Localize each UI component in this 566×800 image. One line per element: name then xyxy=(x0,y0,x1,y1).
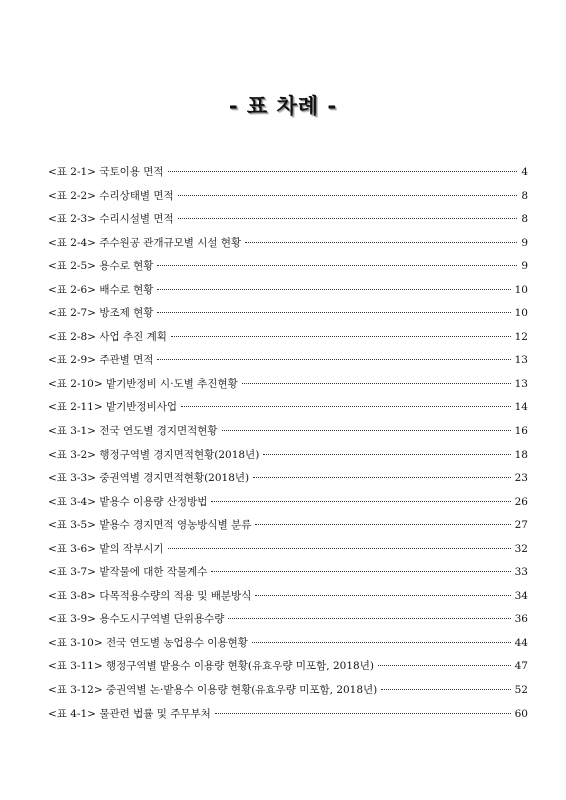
toc-entry[interactable] xyxy=(48,635,528,659)
toc-dot-leader xyxy=(263,454,510,455)
toc-entry[interactable] xyxy=(48,541,528,565)
toc-entry[interactable] xyxy=(48,611,528,635)
toc-dot-leader xyxy=(157,289,510,290)
toc-entry-page-number: 33 xyxy=(514,566,528,579)
toc-dot-leader xyxy=(157,265,517,266)
toc-entry[interactable] xyxy=(48,517,528,541)
toc-entry-page-number: 32 xyxy=(514,542,528,555)
toc-entry-label: <표 2-3> 수리시설별 면적 xyxy=(48,213,174,226)
toc-entry-page-number: 34 xyxy=(514,589,528,602)
toc-entry-label: <표 3-5> 밭용수 경지면적 영농방식별 분류 xyxy=(48,519,252,532)
toc-entry-page-number: 36 xyxy=(514,613,528,626)
toc-dot-leader xyxy=(242,383,511,384)
toc-dot-leader xyxy=(178,195,518,196)
toc-entry-label: <표 2-6> 배수로 현황 xyxy=(48,283,154,296)
toc-dot-leader xyxy=(255,595,510,596)
page-title: - 표 차례 - xyxy=(228,94,338,118)
toc-entry-page-number: 8 xyxy=(521,189,528,202)
toc-entry-label: <표 2-4> 주수원공 관개규모별 시설 현황 xyxy=(48,236,242,249)
table-of-tables-list xyxy=(48,164,528,729)
toc-dot-leader xyxy=(157,312,510,313)
toc-entry[interactable] xyxy=(48,494,528,518)
toc-dot-leader xyxy=(211,501,510,502)
toc-dot-leader xyxy=(381,689,510,690)
toc-entry-page-number: 13 xyxy=(514,354,528,367)
toc-entry[interactable] xyxy=(48,376,528,400)
toc-entry-label: <표 2-2> 수리상태별 면적 xyxy=(48,189,174,202)
toc-entry[interactable] xyxy=(48,447,528,471)
toc-entry-label: <표 3-3> 중권역별 경지면적현황(2018년) xyxy=(48,472,250,485)
toc-entry-label: <표 3-9> 용수도시구역별 단위용수량 xyxy=(48,613,225,626)
toc-entry[interactable] xyxy=(48,470,528,494)
toc-entry-label: <표 3-4> 밭용수 이용량 산정방법 xyxy=(48,495,208,508)
toc-entry-label: <표 2-10> 밭기반정비 시·도별 추진현황 xyxy=(48,377,238,390)
toc-entry[interactable] xyxy=(48,423,528,447)
toc-dot-leader xyxy=(378,665,511,666)
toc-entry[interactable] xyxy=(48,588,528,612)
toc-dot-leader xyxy=(222,430,511,431)
toc-entry-label: <표 4-1> 물관련 법률 및 주무부처 xyxy=(48,707,211,720)
toc-entry-label: <표 2-1> 국토이용 면적 xyxy=(48,166,164,178)
toc-entry-page-number: 27 xyxy=(514,519,528,532)
toc-entry-label: <표 3-2> 행정구역별 경지면적현황(2018년) xyxy=(48,448,260,461)
toc-dot-leader xyxy=(168,548,511,549)
toc-entry[interactable] xyxy=(48,188,528,212)
toc-entry-page-number: 26 xyxy=(514,495,528,508)
toc-entry-label: <표 2-8> 사업 추진 계획 xyxy=(48,330,167,343)
toc-dot-leader xyxy=(168,171,518,172)
toc-dot-leader xyxy=(245,242,517,243)
toc-entry-page-number: 60 xyxy=(514,707,528,720)
toc-entry[interactable] xyxy=(48,235,528,259)
toc-entry-label: <표 3-12> 중권역별 논·밭용수 이용량 현황(유효우량 미포함, 2018년) xyxy=(48,684,378,697)
toc-entry[interactable] xyxy=(48,282,528,306)
toc-entry-label: <표 3-8> 다목적용수량의 적용 및 배분방식 xyxy=(48,589,252,602)
toc-entry-label: <표 3-11> 행정구역별 밭용수 이용량 현황(유효우량 미포함, 2018년) xyxy=(48,660,374,673)
toc-entry-label: <표 2-11> 밭기반정비사업 xyxy=(48,401,178,414)
toc-entry[interactable] xyxy=(48,164,528,188)
toc-entry-page-number: 47 xyxy=(514,660,528,673)
toc-entry-page-number: 23 xyxy=(514,472,528,485)
toc-dot-leader xyxy=(171,336,511,337)
toc-dot-leader xyxy=(157,359,510,360)
toc-entry-page-number: 13 xyxy=(514,377,528,390)
toc-entry[interactable] xyxy=(48,706,528,730)
toc-entry-label: <표 3-7> 밭작물에 대한 작물계수 xyxy=(48,566,208,579)
toc-entry-page-number: 16 xyxy=(514,425,528,438)
toc-entry[interactable] xyxy=(48,658,528,682)
toc-dot-leader xyxy=(215,713,511,714)
toc-entry-page-number: 52 xyxy=(514,684,528,697)
toc-dot-leader xyxy=(181,406,511,407)
toc-dot-leader xyxy=(211,571,510,572)
toc-entry-label: <표 2-7> 방조제 현황 xyxy=(48,307,154,320)
toc-dot-leader xyxy=(228,618,510,619)
toc-entry-label: <표 3-10> 전국 연도별 농업용수 이용현황 xyxy=(48,636,248,649)
toc-entry-page-number: 4 xyxy=(521,166,528,178)
toc-entry[interactable] xyxy=(48,682,528,706)
toc-dot-leader xyxy=(178,218,518,219)
toc-entry-label: <표 2-5> 용수로 현황 xyxy=(48,260,154,273)
toc-entry[interactable] xyxy=(48,352,528,376)
toc-entry[interactable] xyxy=(48,329,528,353)
toc-dot-leader xyxy=(252,642,511,643)
toc-entry[interactable] xyxy=(48,305,528,329)
toc-entry-label: <표 3-6> 밭의 작부시기 xyxy=(48,542,164,555)
toc-entry-page-number: 8 xyxy=(521,213,528,226)
toc-entry[interactable] xyxy=(48,211,528,235)
toc-dot-leader xyxy=(253,477,510,478)
toc-entry-label: <표 2-9> 주관별 면적 xyxy=(48,354,154,367)
toc-entry-page-number: 9 xyxy=(521,236,528,249)
toc-entry[interactable] xyxy=(48,258,528,282)
toc-dot-leader xyxy=(255,524,510,525)
toc-entry-page-number: 18 xyxy=(514,448,528,461)
toc-entry[interactable] xyxy=(48,399,528,423)
toc-entry[interactable] xyxy=(48,564,528,588)
toc-entry-page-number: 12 xyxy=(514,330,528,343)
toc-entry-page-number: 10 xyxy=(514,283,528,296)
toc-entry-page-number: 9 xyxy=(521,260,528,273)
toc-entry-page-number: 44 xyxy=(514,636,528,649)
toc-entry-page-number: 14 xyxy=(514,401,528,414)
toc-entry-page-number: 10 xyxy=(514,307,528,320)
toc-entry-label: <표 3-1> 전국 연도별 경지면적현황 xyxy=(48,425,218,438)
